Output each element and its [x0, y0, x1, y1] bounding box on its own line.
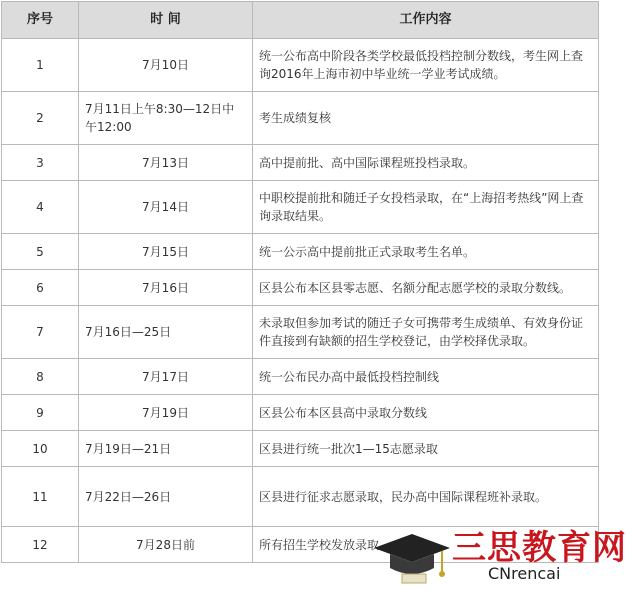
row-no: 8 — [2, 359, 79, 395]
table-row — [2, 234, 599, 270]
row-no: 11 — [2, 467, 79, 527]
table-row — [2, 181, 599, 234]
row-time: 7月19日—21日 — [79, 431, 253, 467]
watermark-brand: 三思教育网 — [452, 528, 627, 568]
row-work: 中职校提前批和随迁子女投档录取，在“上海招考热线”网上查询录取结果。 — [253, 181, 599, 234]
row-work: 区县公布本区县高中录取分数线 — [253, 395, 599, 431]
row-time: 7月16日 — [79, 270, 253, 306]
table-row — [2, 39, 599, 92]
graduation-cap-icon — [372, 530, 452, 590]
header-time: 时 间 — [79, 2, 253, 39]
header-work: 工作内容 — [253, 2, 599, 39]
watermark-subtitle: CNrencai — [488, 564, 561, 583]
table-row — [2, 92, 599, 145]
row-no: 6 — [2, 270, 79, 306]
row-no: 3 — [2, 145, 79, 181]
row-work: 所有招生学校发放录取 — [253, 527, 599, 563]
row-no: 1 — [2, 39, 79, 92]
admission-schedule-table — [1, 1, 599, 563]
table-row — [2, 145, 599, 181]
row-time: 7月19日 — [79, 395, 253, 431]
row-work: 高中提前批、高中国际课程班投档录取。 — [253, 145, 599, 181]
row-time: 7月14日 — [79, 181, 253, 234]
table-row — [2, 359, 599, 395]
row-work: 统一公布民办高中最低投档控制线 — [253, 359, 599, 395]
row-no: 4 — [2, 181, 79, 234]
row-time: 7月11日上午8:30—12日中午12:00 — [79, 92, 253, 145]
site-watermark — [368, 520, 627, 587]
table-header-row — [2, 2, 599, 39]
row-work: 未录取但参加考试的随迁子女可携带考生成绩单、有效身份证件直接到有缺额的招生学校登记，由学校择优录取。 — [253, 306, 599, 359]
header-no: 序号 — [2, 2, 79, 39]
table-row — [2, 395, 599, 431]
row-work: 区县进行统一批次1—15志愿录取 — [253, 431, 599, 467]
table-row — [2, 467, 599, 527]
table-row — [2, 431, 599, 467]
row-time: 7月15日 — [79, 234, 253, 270]
row-no: 5 — [2, 234, 79, 270]
row-time: 7月28日前 — [79, 527, 253, 563]
row-time: 7月17日 — [79, 359, 253, 395]
table-row — [2, 270, 599, 306]
row-no: 9 — [2, 395, 79, 431]
row-time: 7月13日 — [79, 145, 253, 181]
row-no: 12 — [2, 527, 79, 563]
row-work: 统一公示高中提前批正式录取考生名单。 — [253, 234, 599, 270]
row-work: 考生成绩复核 — [253, 92, 599, 145]
row-no: 7 — [2, 306, 79, 359]
row-no: 2 — [2, 92, 79, 145]
row-work: 区县进行征求志愿录取，民办高中国际课程班补录取。 — [253, 467, 599, 527]
table-row — [2, 306, 599, 359]
row-no: 10 — [2, 431, 79, 467]
row-work: 区县公布本区县零志愿、名额分配志愿学校的录取分数线。 — [253, 270, 599, 306]
row-time: 7月10日 — [79, 39, 253, 92]
row-time: 7月22日—26日 — [79, 467, 253, 527]
row-work: 统一公布高中阶段各类学校最低投档控制分数线，考生网上查询2016年上海市初中毕业统一学业考试成绩。 — [253, 39, 599, 92]
row-time: 7月16日—25日 — [79, 306, 253, 359]
